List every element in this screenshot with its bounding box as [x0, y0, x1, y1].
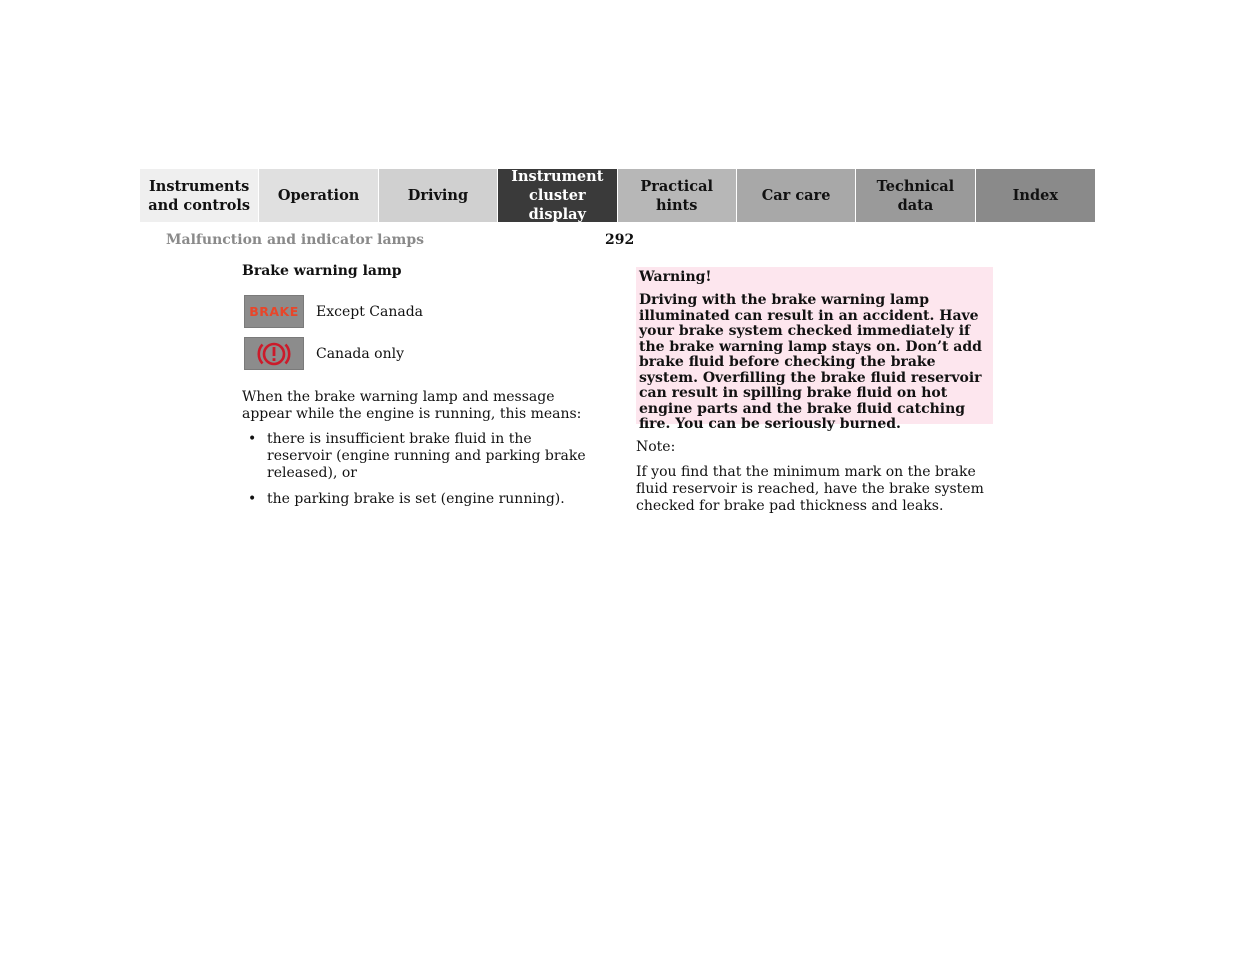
tab-car-care[interactable]: Car care: [737, 169, 856, 222]
note-text: If you find that the minimum mark on the brake fluid reservoir is reached, have the brake system checked for brake pad thickness and leaks.: [636, 464, 984, 514]
intro-text: When the brake warning lamp and message appear while the engine is running, this means:: [242, 389, 582, 422]
note-label: Note:: [636, 439, 676, 455]
tab-practical-hints[interactable]: Practical hints: [618, 169, 737, 222]
page-number: 292: [605, 232, 635, 248]
section-title: Malfunction and indicator lamps: [166, 232, 425, 248]
lamp-row-except-canada: [244, 295, 423, 328]
lamp-label-canada-only: Canada only: [316, 345, 405, 362]
warning-box: [636, 267, 993, 432]
tab-index[interactable]: Index: [976, 169, 1095, 222]
warning-body: Driving with the brake warning lamp illuminated can result in an accident. Have your brake system checked immediately if the brake warning lamp stays on. Don’t add brake fluid before checking the brake system. Overfilling the brake fluid reservoir can result in spilling brake fluid on hot engine parts and the brake fluid catching fire. You can be seriously burned.: [639, 292, 982, 432]
warning-title: Warning!: [639, 269, 712, 285]
list-item: • there is insufficient brake fluid in the reservoir (engine running and parking brake released), or: [248, 431, 598, 482]
lamp-label-except-canada: Except Canada: [316, 303, 424, 320]
brake-icon-text: BRAKE: [249, 304, 299, 319]
brake-circle-exclamation-svg: [254, 339, 294, 369]
tab-instruments-and-controls[interactable]: Instruments and controls: [140, 169, 259, 222]
tab-technical-data[interactable]: Technical data: [856, 169, 975, 222]
tab-operation[interactable]: Operation: [259, 169, 378, 222]
brake-circle-exclamation-icon: [244, 337, 304, 370]
chapter-nav: [140, 169, 1095, 222]
brake-warning-heading: Brake warning lamp: [242, 263, 402, 279]
condition-list: [248, 431, 598, 517]
brake-text-icon: [244, 295, 304, 328]
tab-instrument-cluster-display[interactable]: Instrument cluster display: [498, 169, 617, 222]
lamp-row-canada-only: [244, 337, 404, 370]
tab-driving[interactable]: Driving: [379, 169, 498, 222]
list-item: • the parking brake is set (engine running).: [248, 491, 598, 508]
